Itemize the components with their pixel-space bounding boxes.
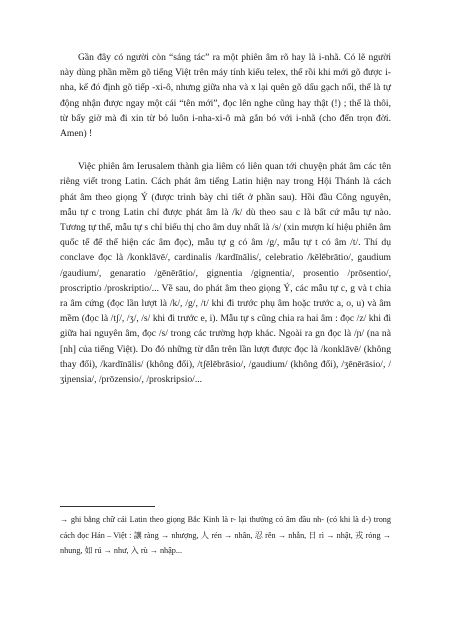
footnote: → ghi bằng chữ cái Latin theo giọng Bắc Kinh là r- lại thường có âm đầu nh- (có khi là d-) trong cách đọc Hán – Việt : 讓 ràng → nhượng, 人 rén → nhân, 忍 rěn → nhẫn, 日 rì → nhật, 戎 róng → nhung, 如 rú → như, 入 rù → nhập... <box>60 515 391 556</box>
page-body <box>60 50 391 387</box>
paragraph-2: Việc phiên âm Ierusalem thành gia liêm có liên quan tới chuyện phát âm các tên riêng viết trong Latin. Cách phát âm tiếng Latin hiện nay trong Hội Thánh là cách phát âm theo giọng Ý (được trình bày chi tiết ở phần sau). Hồi đầu Công nguyên, mẫu tự c trong Latin chỉ được phát âm là /k/ dù theo sau c là bất cứ mẫu tự nào. Tương tự thế, mẫu tự s chỉ biểu thị cho âm duy nhất là /s/ (xin mượn kí hiệu phiên âm quốc tế để thể hiện các âm đọc), mẫu tự g có âm /g/, mẫu tự t có âm /t/. Thí dụ conclave đọc là /konklāvē/, cardinalis /kardīnālis/, celebratio /kēlēbrātio/, gaudium /gaudium/, genaratio /gēnērātio/, gignentia /gignentia/, prosentio /prōsentio/, proscriptio /proskriptio/... Về sau, do phát âm theo giọng Ý, các mẫu tự c, g và t chia ra âm cứng (đọc lần lượt là /k/, /g/, /t/ khi đi trước phụ âm hoặc trước a, o, u) và âm mềm (đọc là /tʃ/, /ʒ/, /s/ khi đi trước e, i). Mẫu tự s cũng chia ra hai âm : đọc /z/ khi đi giữa hai nguyên âm, đọc /s/ trong các trường hợp khác. Ngoài ra gn đọc là /ɲ/ (na nà [nh] của tiếng Việt). Do đó những từ dẫn trên lần lượt được đọc là /konklāvē/ (không thay đổi), /kardīnālis/ (không đổi), /tʃēlēbrāsio/, /gaudium/ (không đổi), /ʒēnērāsio/, /ʒiɲensia/, /prōzensio/, /proskripsio/... <box>60 161 391 386</box>
footnote-divider <box>60 506 155 507</box>
paragraph-1: Gần đây có người còn “sáng tác” ra một phiên âm rõ hay là i-nhã. Có lẽ người này dùng phần mềm gõ tiếng Việt trên máy tính kiểu telex, thế rồi khi mới gõ được i-nha, kế đó định gõ tiếp -xi-ô, nhưng giữa nha và x lại quên gõ dấu gạch nối, thế là tự động nhận được ngay một cái “tên mới”, đọc lên nghe cũng hay thật (!) ; thế là thôi, từ bấy giờ mà đi xin từ bỏ luôn i-nha-xi-ô mà gắn bó với i-nhã (cho đến trọn đời. Amen) ! <box>60 52 391 140</box>
